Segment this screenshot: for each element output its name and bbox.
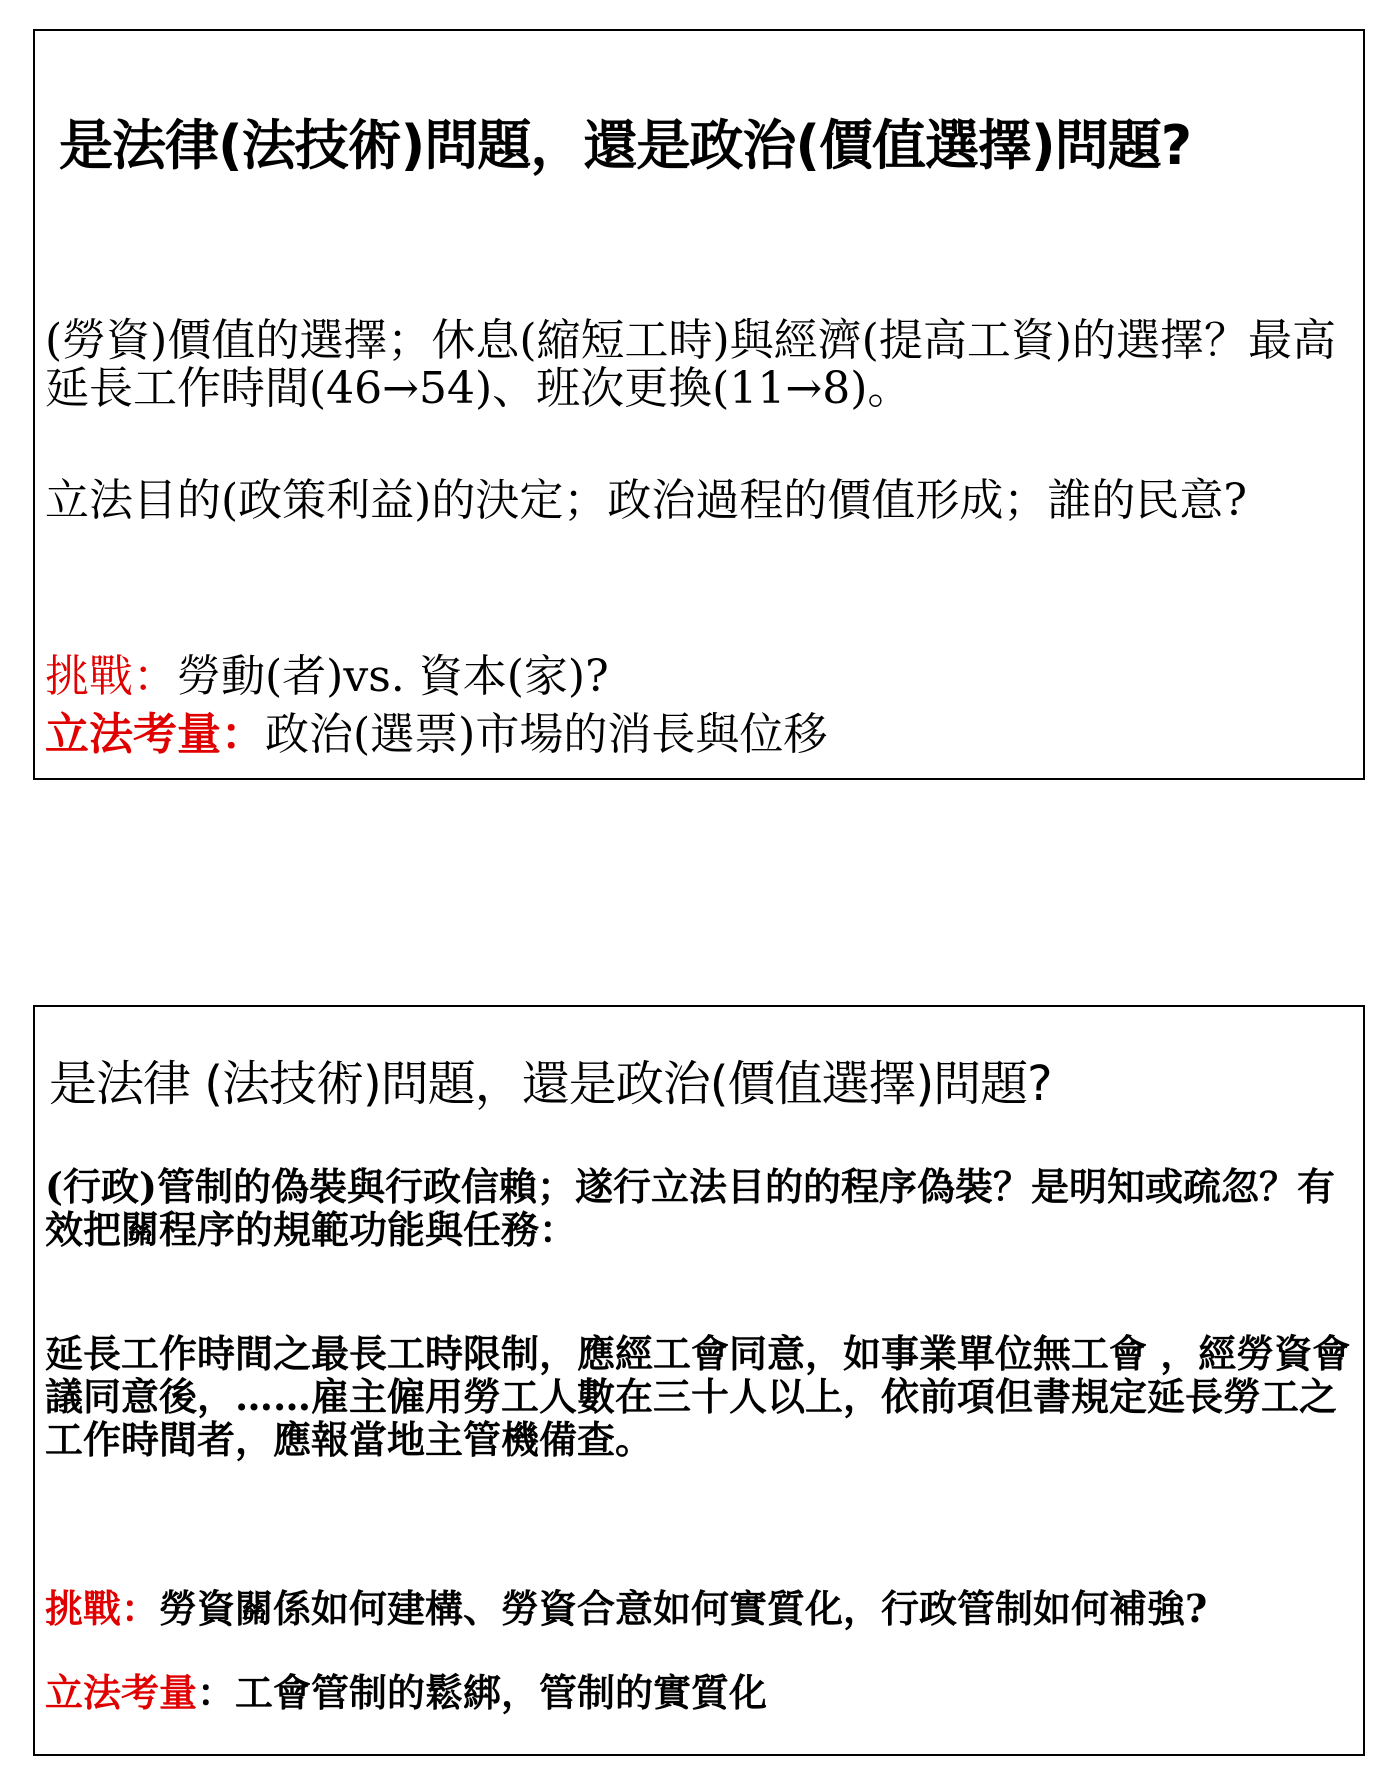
slide-1-challenge: [45, 653, 1355, 701]
slide-1: [33, 29, 1365, 780]
slide-1-challenge-text: 勞動(者)vs. 資本(家)?: [177, 651, 609, 702]
slide-1-title: 是法律(法技術)問題，還是政治(價值選擇)問題?: [59, 114, 1192, 177]
slide-2-consideration-text: ：工會管制的鬆綁，管制的實質化: [197, 1670, 768, 1715]
slide-1-paragraph-1: (勞資)價值的選擇；休息(縮短工時)與經濟(提高工資)的選擇？最高延長工作時間(46→54)、班次更換(11→8)。: [45, 315, 1336, 414]
slide-1-consideration-label: 立法考量：: [45, 709, 265, 760]
slide-2: [33, 1005, 1365, 1756]
slide-2-challenge-text: 勞資關係如何建構、勞資合意如何實質化，行政管制如何補強?: [159, 1586, 1208, 1631]
slide-2-consideration: [45, 1671, 1355, 1714]
slide-1-paragraph-2: 立法目的(政策利益)的決定；政治過程的價值形成；誰的民意?: [45, 475, 1247, 526]
slide-2-challenge: [45, 1587, 1355, 1630]
slide-2-paragraph-1: (行政)管制的偽裝與行政信賴；遂行立法目的的程序偽裝？是明知或疏忽？有效把關程序的規範功能與任務：: [45, 1164, 1335, 1252]
slide-1-challenge-label: 挑戰：: [45, 651, 177, 702]
slide-1-consideration: [45, 711, 1355, 759]
slide-2-challenge-label: 挑戰：: [45, 1586, 160, 1631]
slide-2-title: 是法律 (法技術)問題，還是政治(價值選擇)問題?: [49, 1056, 1052, 1112]
slide-1-consideration-text: 政治(選票)市場的消長與位移: [265, 709, 828, 760]
slide-2-paragraph-2: 延長工作時間之最長工時限制，應經工會同意，如事業單位無工會 ，經勞資會議同意後，……雇主僱用勞工人數在三十人以上，依前項但書規定延長勞工之工作時間者，應報當地主管機備查。: [45, 1331, 1351, 1462]
slide-2-consideration-label: 立法考量: [45, 1670, 198, 1715]
